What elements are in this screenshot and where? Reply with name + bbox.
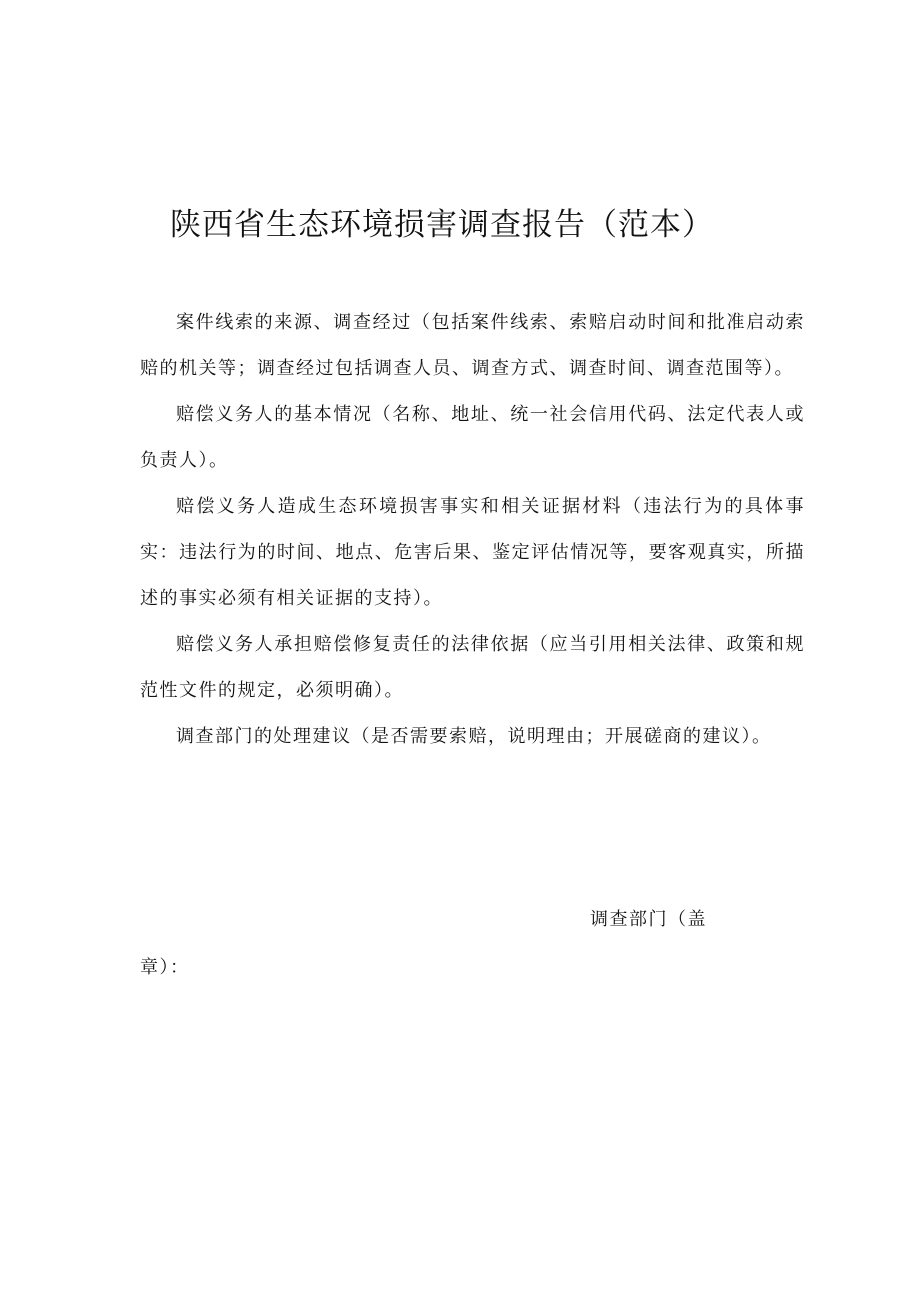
paragraph-legal-basis: 赔偿义务人承担赔偿修复责任的法律依据（应当引用相关法律、政策和规范性文件的规定，必须明确）。 [140, 634, 805, 701]
paragraph-case-source: 案件线索的来源、调查经过（包括案件线索、索赔启动时间和批准启动索赔的机关等；调查经过包括调查人员、调查方式、调查时间、调查范围等）。 [140, 312, 805, 379]
paragraph-damage-facts: 赔偿义务人造成生态环境损害事实和相关证据材料（违法行为的具体事实：违法行为的时间、地点、危害后果、鉴定评估情况等，要客观真实，所描述的事实必须有相关证据的支持）。 [140, 496, 805, 609]
paragraph-obligor-info: 赔偿义务人的基本情况（名称、地址、统一社会信用代码、法定代表人或负责人）。 [140, 404, 805, 471]
paragraph-recommendation: 调查部门的处理建议（是否需要索赔，说明理由；开展磋商的建议）。 [176, 726, 772, 747]
signature-seal-label: 章）： [140, 957, 190, 978]
document-title: 陕西省生态环境损害调查报告（范本） [170, 207, 714, 243]
signature-dept-label: 调查部门（盖 [590, 909, 707, 930]
document-body [140, 300, 805, 760]
